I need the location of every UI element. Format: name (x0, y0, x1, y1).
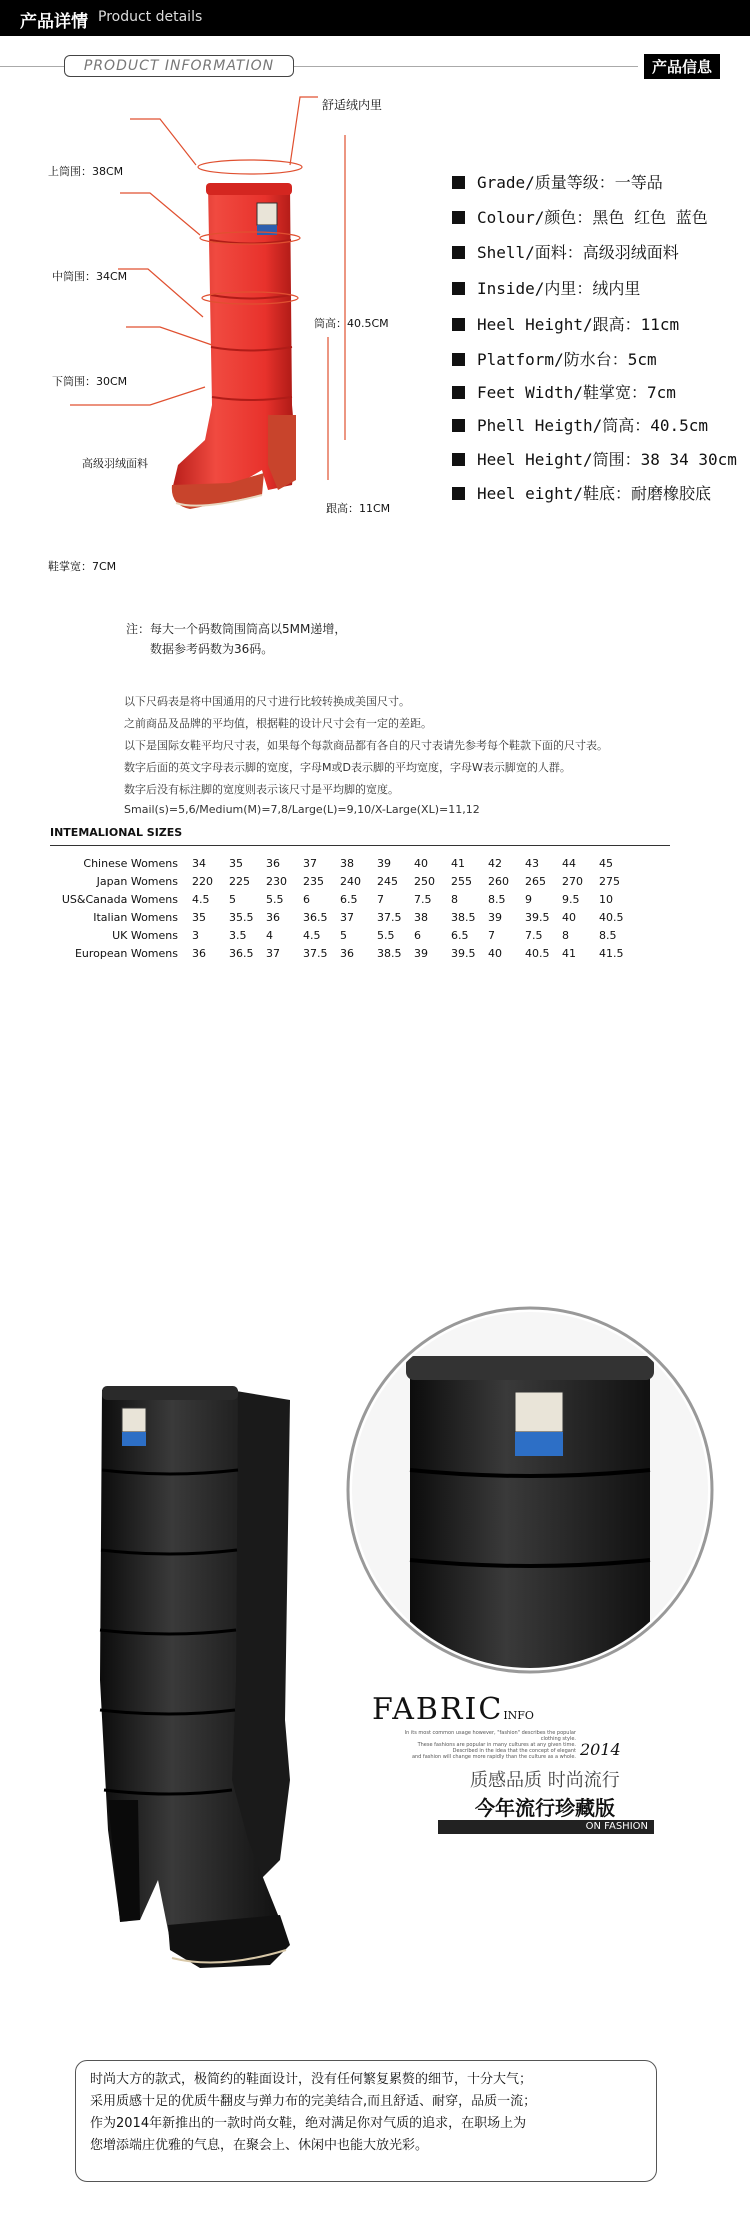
divider (0, 66, 64, 67)
size-cell: 36 (266, 856, 280, 870)
size-cell: 37 (266, 946, 280, 960)
size-cell: 39.5 (525, 910, 550, 924)
size-note-line2: 数据参考码数为36码。 (150, 642, 274, 656)
spec-item: Heel eight/鞋底：耐磨橡胶底 (452, 481, 711, 504)
heel-height-label: 跟高：11CM (326, 502, 391, 515)
size-cell: 7 (377, 892, 384, 906)
size-cell: 37.5 (303, 946, 328, 960)
bullet-square-icon (452, 211, 465, 224)
size-cell: 220 (192, 874, 213, 888)
size-cell: 36 (192, 946, 206, 960)
bullet-square-icon (452, 353, 465, 366)
size-row-label: UK Womens (112, 928, 178, 942)
size-cell: 9.5 (562, 892, 580, 906)
size-cell: 5.5 (377, 928, 395, 942)
size-cell: 38.5 (451, 910, 476, 924)
bullet-square-icon (452, 282, 465, 295)
size-cell: 34 (192, 856, 206, 870)
size-cell: 39 (377, 856, 391, 870)
size-cell: 39.5 (451, 946, 476, 960)
bullet-square-icon (452, 453, 465, 466)
bullet-square-icon (452, 176, 465, 189)
size-cell: 38 (414, 910, 428, 924)
size-desc-line: Smail(s)=5,6/Medium(M)=7,8/Large(L)=9,10/X-Large(XL)=11,12 (124, 803, 480, 816)
boot-diagram (0, 85, 440, 595)
header-title-en: Product details (98, 9, 203, 25)
size-cell: 37 (303, 856, 317, 870)
size-cell: 3.5 (229, 928, 247, 942)
fabric-small-text: In its most common usage however, "fashion" describes the popular clothing style. These fashions are popular in many cultures at any given time. Described in the idea that the concept of elegant and fashion will change more rapidly than the culture as a whole. (404, 1730, 576, 1760)
size-table-row (50, 872, 636, 890)
product-desc-line: 时尚大方的款式，极简约的鞋面设计，没有任何繁复累赘的细节，十分大气； (90, 2072, 533, 2087)
size-table-row (50, 890, 636, 908)
low-circumference-label: 下筒围：30CM (52, 375, 128, 388)
size-cell: 40 (414, 856, 428, 870)
size-table-row (50, 908, 636, 926)
size-cell: 260 (488, 874, 509, 888)
bullet-square-icon (452, 419, 465, 432)
size-table-row (50, 944, 636, 962)
divider (50, 845, 670, 846)
bullet-square-icon (452, 386, 465, 399)
size-cell: 44 (562, 856, 576, 870)
size-cell: 270 (562, 874, 583, 888)
spec-item: Inside/内里：绒内里 (452, 276, 640, 299)
product-desc-line: 作为2014年新推出的一款时尚女鞋，绝对满足你对气质的追求，在职场上为 (90, 2116, 527, 2131)
size-table (50, 854, 636, 962)
header-title-cn: 产品详情 (20, 12, 88, 32)
size-cell: 250 (414, 874, 435, 888)
size-cell: 245 (377, 874, 398, 888)
toe-width-label: 鞋掌宽：7CM (48, 560, 117, 573)
shaft-height-label: 筒高：40.5CM (314, 317, 389, 330)
size-cell: 8 (451, 892, 458, 906)
size-cell: 5 (229, 892, 236, 906)
size-row-label: Japan Womens (96, 874, 178, 888)
size-cell: 36 (266, 910, 280, 924)
size-row-label: European Womens (74, 946, 178, 960)
size-desc-line: 之前商品及品牌的平均值，根据鞋的设计尺寸会有一定的差距。 (124, 717, 432, 730)
fabric-tag: ON FASHION (438, 1820, 654, 1834)
spec-item: Grade/质量等级：一等品 (452, 170, 663, 193)
size-cell: 7.5 (414, 892, 432, 906)
size-table-row (50, 926, 636, 944)
size-table-title: INTEMALIONAL SIZES (50, 826, 183, 839)
size-cell: 5 (340, 928, 347, 942)
product-desc-line: 采用质感十足的优质牛翻皮与弹力布的完美结合,而且舒适、耐穿，品质一流； (90, 2094, 537, 2109)
size-cell: 275 (599, 874, 620, 888)
size-cell: 35.5 (229, 910, 254, 924)
product-description-box (75, 2060, 657, 2182)
fabric-slogan-line2: 今年流行珍藏版 (475, 1796, 615, 1820)
black-boots-image (80, 1360, 380, 2000)
size-cell: 41.5 (599, 946, 624, 960)
size-cell: 240 (340, 874, 361, 888)
spec-item: Platform/防水台：5cm (452, 347, 657, 370)
spec-item: Shell/面料：高级羽绒面料 (452, 240, 679, 263)
size-cell: 41 (562, 946, 576, 960)
size-cell: 6 (303, 892, 310, 906)
size-cell: 35 (192, 910, 206, 924)
spec-item: Phell Heigth/筒高：40.5cm (452, 413, 708, 436)
spec-item: Heel Height/筒围：38 34 30cm (452, 447, 737, 470)
size-cell: 230 (266, 874, 287, 888)
size-cell: 265 (525, 874, 546, 888)
section-title-en: PRODUCT INFORMATION (64, 55, 294, 77)
spec-item: Colour/颜色：黑色 红色 蓝色 (452, 205, 708, 228)
size-cell: 39 (488, 910, 502, 924)
size-cell: 43 (525, 856, 539, 870)
fabric-closeup-circle (340, 1300, 720, 1680)
size-cell: 42 (488, 856, 502, 870)
size-cell: 4 (266, 928, 273, 942)
size-cell: 45 (599, 856, 613, 870)
size-cell: 36.5 (229, 946, 254, 960)
size-desc-line: 以下是国际女鞋平均尺寸表，如果每个每款商品都有各自的尺寸表请先参考每个鞋款下面的尺寸表。 (124, 739, 608, 752)
bullet-square-icon (452, 487, 465, 500)
header-bar (0, 0, 750, 36)
measure-lines (70, 97, 345, 480)
size-cell: 35 (229, 856, 243, 870)
size-cell: 255 (451, 874, 472, 888)
size-cell: 7.5 (525, 928, 543, 942)
size-cell: 3 (192, 928, 199, 942)
size-cell: 37.5 (377, 910, 402, 924)
size-desc-line: 以下尺码表是将中国通用的尺寸进行比较转换成美国尺寸。 (124, 695, 410, 708)
size-cell: 39 (414, 946, 428, 960)
size-desc-line: 数字后面的英文字母表示脚的宽度，字母M或D表示脚的平均宽度，字母W表示脚宽的人群。 (124, 761, 571, 774)
size-cell: 9 (525, 892, 532, 906)
size-row-label: Italian Womens (93, 910, 178, 924)
section-title-cn: 产品信息 (644, 54, 720, 79)
material-label: 高级羽绒面料 (82, 457, 148, 470)
fabric-slogan-line1: 质感品质 时尚流行 (470, 1770, 620, 1791)
divider (294, 66, 638, 67)
size-cell: 8.5 (488, 892, 506, 906)
size-cell: 235 (303, 874, 324, 888)
mid-circumference-label: 中筒围：34CM (52, 270, 128, 283)
top-circumference-label: 上筒围：38CM (48, 165, 124, 178)
size-cell: 37 (340, 910, 354, 924)
bullet-square-icon (452, 246, 465, 259)
size-row-label: Chinese Womens (83, 856, 178, 870)
fabric-info-word: INFO (503, 1709, 534, 1722)
size-cell: 8 (562, 928, 569, 942)
size-note-line1: 注：每大一个码数筒围筒高以5MM递增， (126, 622, 347, 636)
size-cell: 6.5 (451, 928, 469, 942)
lining-label: 舒适绒内里 (322, 98, 383, 112)
size-cell: 6 (414, 928, 421, 942)
size-cell: 10 (599, 892, 613, 906)
size-cell: 6.5 (340, 892, 358, 906)
bullet-square-icon (452, 318, 465, 331)
spec-item: Feet Width/鞋掌宽：7cm (452, 380, 676, 403)
section-header (0, 54, 750, 78)
size-cell: 41 (451, 856, 465, 870)
fabric-title: FABRICINFO (372, 1692, 534, 1727)
size-cell: 40 (488, 946, 502, 960)
size-cell: 225 (229, 874, 250, 888)
size-cell: 7 (488, 928, 495, 942)
size-table-row (50, 854, 636, 872)
size-cell: 5.5 (266, 892, 284, 906)
size-cell: 4.5 (303, 928, 321, 942)
spec-item: Heel Height/跟高：11cm (452, 312, 679, 335)
size-cell: 8.5 (599, 928, 617, 942)
size-cell: 38.5 (377, 946, 402, 960)
size-row-label: US&Canada Womens (61, 892, 178, 906)
size-desc-line: 数字后没有标注脚的宽度则表示该尺寸是平均脚的宽度。 (124, 783, 399, 796)
size-cell: 40 (562, 910, 576, 924)
product-desc-line: 您增添端庄优雅的气息，在聚会上、休闲中也能大放光彩。 (90, 2138, 429, 2153)
size-cell: 36 (340, 946, 354, 960)
size-cell: 36.5 (303, 910, 328, 924)
fabric-year: 2014 (580, 1740, 621, 1759)
size-cell: 40.5 (599, 910, 624, 924)
size-cell: 40.5 (525, 946, 550, 960)
size-cell: 4.5 (192, 892, 210, 906)
size-cell: 38 (340, 856, 354, 870)
